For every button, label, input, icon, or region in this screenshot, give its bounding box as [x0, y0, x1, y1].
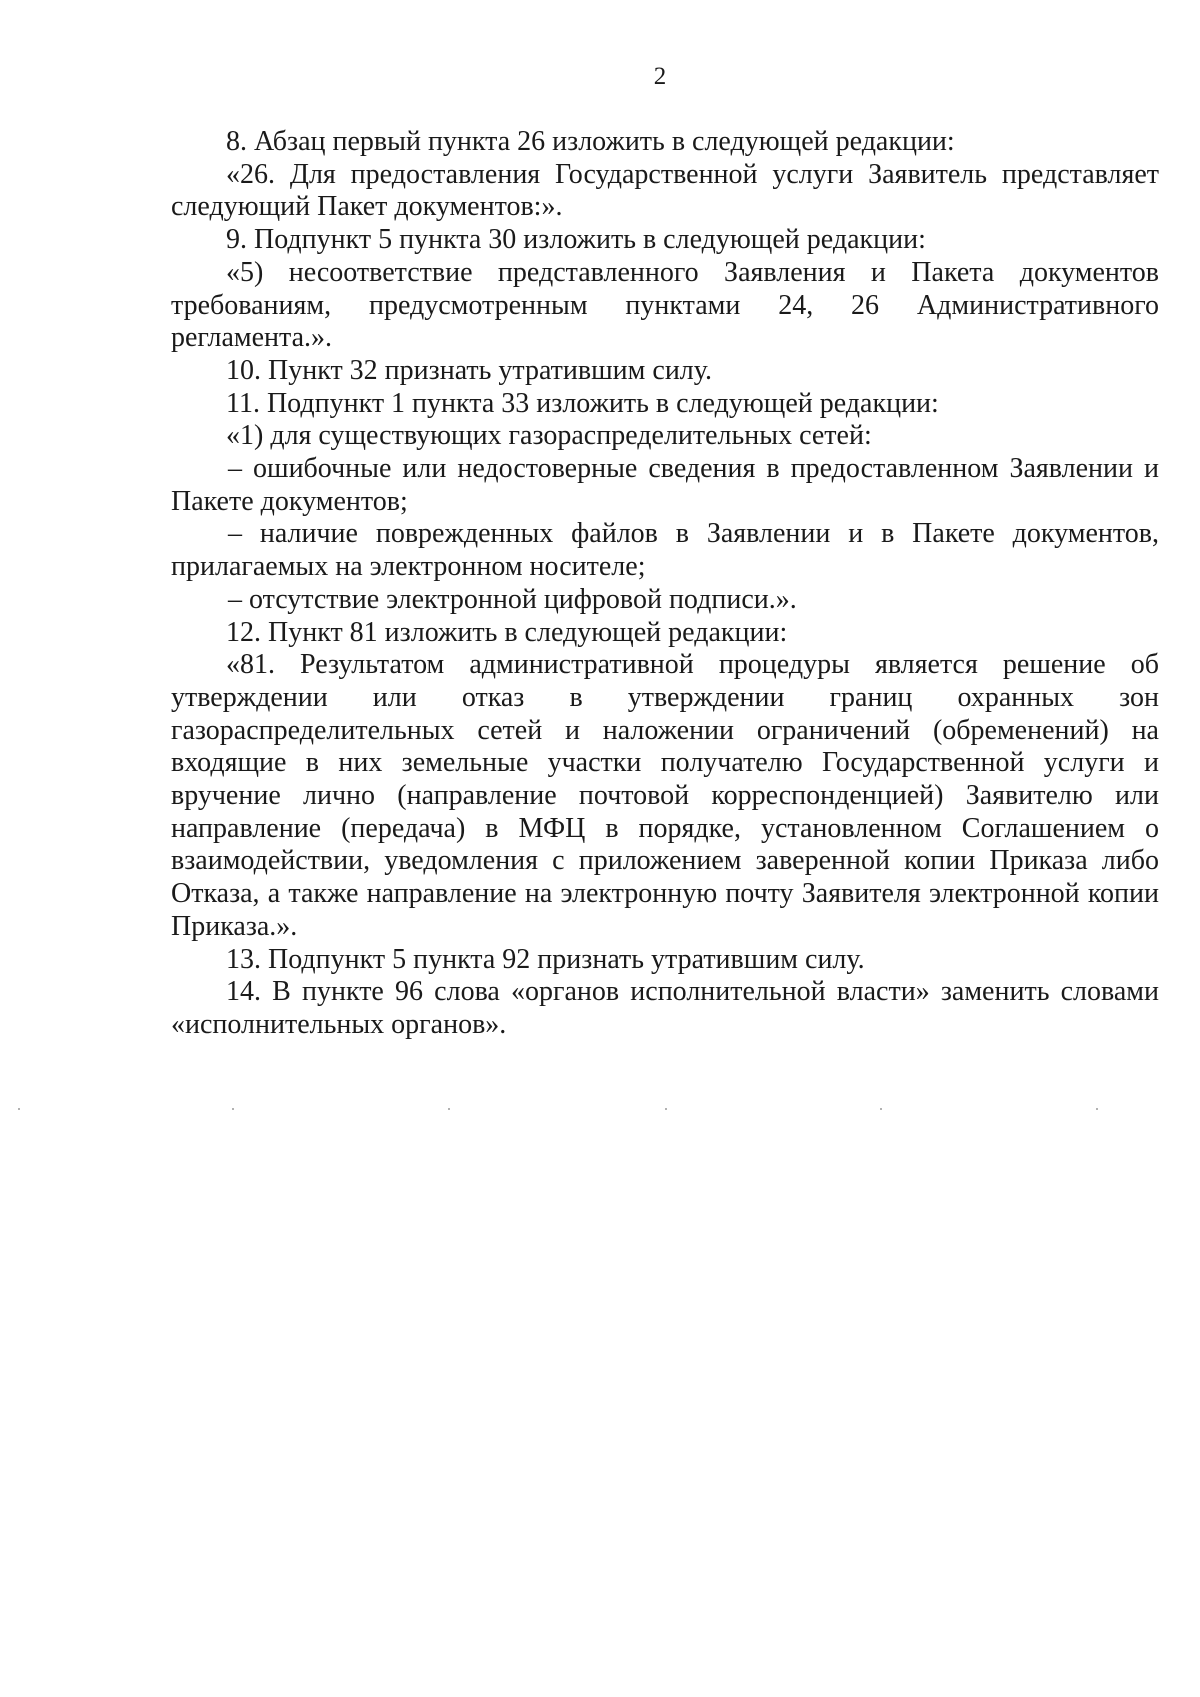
paragraph-quote-1: «1) для существующих газораспределительных сетей: — [226, 420, 872, 452]
paragraph-quote-26: «26. Для предоставления Государственной услуги Заявитель представляет следующий Пакет документов:». — [171, 158, 1159, 223]
document-body — [171, 126, 1159, 1042]
paragraph-item-14: 14. В пункте 96 слова «органов исполнительной власти» заменить словами «исполнительных органов». — [171, 976, 1159, 1040]
paragraph-dash-no-signature: – отсутствие электронной цифровой подписи.». — [228, 583, 797, 615]
paragraph-dash-damaged-files: – наличие поврежденных файлов в Заявлении и в Пакете документов, прилагаемых на электронном носителе; — [171, 518, 1159, 583]
paragraph-item-10: 10. Пункт 32 признать утратившим силу. — [226, 354, 712, 386]
paragraph-item-12: 12. Пункт 81 изложить в следующей редакции: — [226, 616, 788, 648]
scan-dot — [1096, 1108, 1098, 1110]
paragraph-item-8: 8. Абзац первый пункта 26 изложить в следующей редакции: — [226, 126, 955, 157]
paragraph-quote-81: «81. Результатом административной процедуры является решение об утверждении или отказ в утверждении границ охранных зон газораспределительных сетей и наложении ограничений (обременений) на входящие в них земельные участки получателю Государственной услуги и вручение лично (направление почтовой корреспонденцией) Заявителю или направление (передача) в МФЦ в порядке, установленном Соглашением о взаимодействии, уведомления с приложением заверенной копии Приказа либо Отказа, а также направление на электронную почту Заявителя электронной копии Приказа.». — [171, 649, 1159, 942]
paragraph-quote-5: «5) несоответствие представленного Заявления и Пакета документов требованиям, предусмотренным пунктами 24, 26 Административного регламента.». — [171, 256, 1159, 354]
scan-dot — [448, 1108, 450, 1110]
scan-dot — [880, 1108, 882, 1110]
page-number: 2 — [653, 63, 667, 90]
paragraph-dash-errors: – ошибочные или недостоверные сведения в предоставленном Заявлении и Пакете документов; — [171, 453, 1159, 517]
scan-dot — [18, 1108, 20, 1110]
paragraph-item-13: 13. Подпункт 5 пункта 92 признать утратившим силу. — [226, 943, 865, 975]
scan-noise-dots — [0, 1108, 1200, 1112]
paragraph-item-11: 11. Подпункт 1 пункта 33 изложить в следующей редакции: — [226, 387, 939, 419]
scan-dot — [665, 1108, 667, 1110]
paragraph-item-9: 9. Подпункт 5 пункта 30 изложить в следующей редакции: — [226, 224, 926, 256]
scan-dot — [232, 1108, 234, 1110]
